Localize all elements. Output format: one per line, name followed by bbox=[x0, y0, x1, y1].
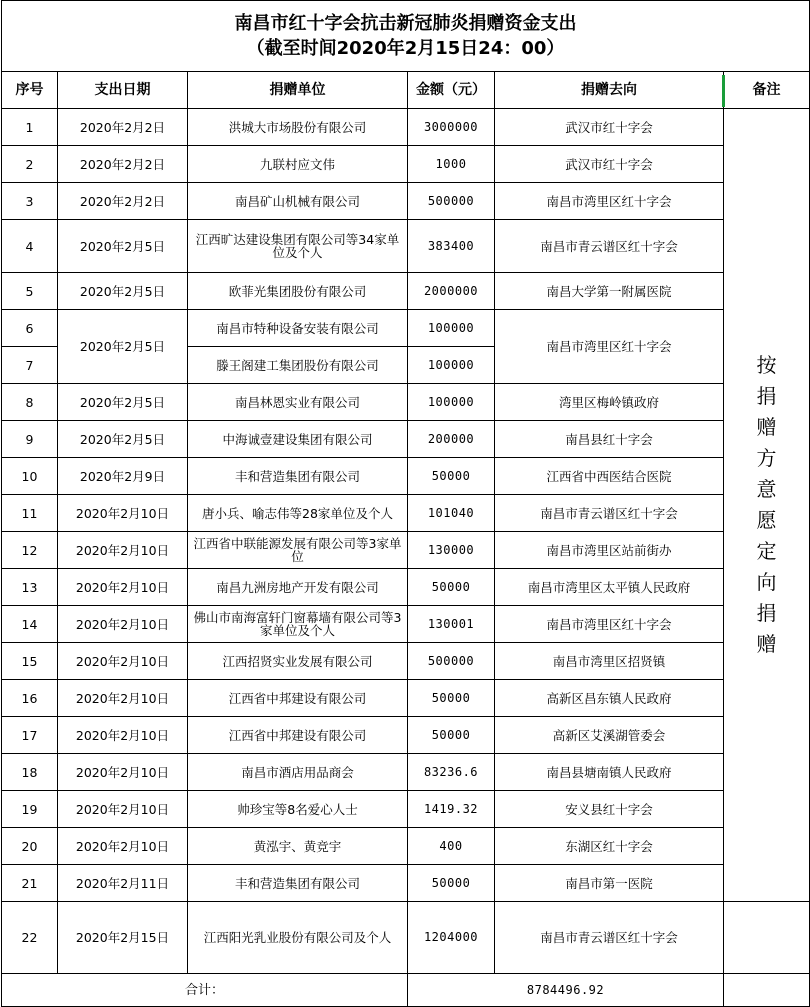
cell-donor: 南昌九洲房地产开发有限公司 bbox=[188, 569, 408, 606]
table-row bbox=[2, 828, 810, 865]
cell-seq: 16 bbox=[2, 680, 58, 717]
cell-date: 2020年2月2日 bbox=[58, 146, 188, 183]
cell-donor: 江西省中邦建设有限公司 bbox=[188, 680, 408, 717]
cell-amount: 400 bbox=[408, 828, 495, 865]
cell-date: 2020年2月10日 bbox=[58, 643, 188, 680]
cell-seq: 6 bbox=[2, 310, 58, 347]
cell-amount: 130001 bbox=[408, 606, 495, 643]
header-remark: 备注 bbox=[724, 72, 810, 109]
cell-date: 2020年2月10日 bbox=[58, 717, 188, 754]
cell-donor: 丰和营造集团有限公司 bbox=[188, 458, 408, 495]
cell-amount: 50000 bbox=[408, 458, 495, 495]
cell-seq: 5 bbox=[2, 273, 58, 310]
cell-donor: 滕王阁建工集团股份有限公司 bbox=[188, 347, 408, 384]
cell-destination: 高新区艾溪湖管委会 bbox=[495, 717, 724, 754]
cell-seq: 11 bbox=[2, 495, 58, 532]
table-row bbox=[2, 273, 810, 310]
cell-donor: 洪城大市场股份有限公司 bbox=[188, 109, 408, 146]
cell-seq: 2 bbox=[2, 146, 58, 183]
cell-seq: 20 bbox=[2, 828, 58, 865]
cell-destination: 武汉市红十字会 bbox=[495, 146, 724, 183]
cell-destination: 东湖区红十字会 bbox=[495, 828, 724, 865]
cell-donor: 江西招贤实业发展有限公司 bbox=[188, 643, 408, 680]
cell-date: 2020年2月10日 bbox=[58, 828, 188, 865]
cell-donor: 九联村应文伟 bbox=[188, 146, 408, 183]
cell-amount: 83236.6 bbox=[408, 754, 495, 791]
cell-amount: 100000 bbox=[408, 347, 495, 384]
cell-destination: 武汉市红十字会 bbox=[495, 109, 724, 146]
cell-seq: 22 bbox=[2, 902, 58, 974]
cell-amount: 1419.32 bbox=[408, 791, 495, 828]
cell-date: 2020年2月15日 bbox=[58, 902, 188, 974]
cell-date: 2020年2月11日 bbox=[58, 865, 188, 902]
cell-seq: 9 bbox=[2, 421, 58, 458]
cell-seq: 19 bbox=[2, 791, 58, 828]
cell-amount: 1204000 bbox=[408, 902, 495, 974]
table-row bbox=[2, 643, 810, 680]
cell-amount: 50000 bbox=[408, 865, 495, 902]
cell-donor: 佛山市南海富轩门窗幕墙有限公司等3家单位及个人 bbox=[188, 606, 408, 643]
title-line-2: （截至时间2020年2月15日24：00） bbox=[246, 38, 565, 59]
header-destination: 捐赠去向 bbox=[495, 72, 724, 109]
header-donor: 捐赠单位 bbox=[188, 72, 408, 109]
cell-date: 2020年2月5日 bbox=[58, 273, 188, 310]
table-row bbox=[2, 791, 810, 828]
cell-seq: 1 bbox=[2, 109, 58, 146]
remark-text: 按捐赠方意愿定向捐赠 bbox=[756, 353, 777, 656]
cell-seq: 14 bbox=[2, 606, 58, 643]
table-row bbox=[2, 384, 810, 421]
cell-amount: 3000000 bbox=[408, 109, 495, 146]
cell-destination: 南昌市湾里区红十字会 bbox=[495, 606, 724, 643]
cell-destination: 南昌县红十字会 bbox=[495, 421, 724, 458]
cell-date: 2020年2月10日 bbox=[58, 606, 188, 643]
cell-seq: 3 bbox=[2, 183, 58, 220]
table-row bbox=[2, 183, 810, 220]
header-row bbox=[2, 72, 810, 109]
cell-destination: 南昌市湾里区站前街办 bbox=[495, 532, 724, 569]
cell-destination: 高新区昌东镇人民政府 bbox=[495, 680, 724, 717]
cell-destination: 南昌市第一医院 bbox=[495, 865, 724, 902]
cell-donor: 南昌市酒店用品商会 bbox=[188, 754, 408, 791]
cell-destination: 安义县红十字会 bbox=[495, 791, 724, 828]
table-row bbox=[2, 754, 810, 791]
table-row bbox=[2, 146, 810, 183]
cell-donor: 南昌市特种设备安装有限公司 bbox=[188, 310, 408, 347]
table-row bbox=[2, 569, 810, 606]
header-amount: 金额（元） bbox=[408, 72, 495, 109]
total-amount: 8784496.92 bbox=[408, 974, 724, 1007]
cell-destination: 南昌市青云谱区红十字会 bbox=[495, 220, 724, 273]
donation-table bbox=[1, 0, 810, 1007]
cell-destination: 南昌市青云谱区红十字会 bbox=[495, 495, 724, 532]
cell-donor: 南昌林恩实业有限公司 bbox=[188, 384, 408, 421]
cell-seq: 10 bbox=[2, 458, 58, 495]
table-row bbox=[2, 902, 810, 974]
selection-marker bbox=[722, 75, 725, 107]
cell-amount: 101040 bbox=[408, 495, 495, 532]
cell-date: 2020年2月10日 bbox=[58, 791, 188, 828]
total-label: 合计： bbox=[2, 974, 408, 1007]
table-row bbox=[2, 717, 810, 754]
cell-destination: 江西省中西医结合医院 bbox=[495, 458, 724, 495]
cell-donor: 唐小兵、喻志伟等28家单位及个人 bbox=[188, 495, 408, 532]
cell-date: 2020年2月2日 bbox=[58, 183, 188, 220]
cell-date: 2020年2月9日 bbox=[58, 458, 188, 495]
cell-destination: 南昌市湾里区红十字会 bbox=[495, 310, 724, 384]
cell-amount: 100000 bbox=[408, 310, 495, 347]
cell-amount: 50000 bbox=[408, 680, 495, 717]
cell-date: 2020年2月10日 bbox=[58, 532, 188, 569]
cell-date: 2020年2月5日 bbox=[58, 384, 188, 421]
table-row bbox=[2, 865, 810, 902]
cell-seq: 12 bbox=[2, 532, 58, 569]
table-row bbox=[2, 680, 810, 717]
cell-donor: 江西阳光乳业股份有限公司及个人 bbox=[188, 902, 408, 974]
table-row bbox=[2, 220, 810, 273]
cell-destination: 南昌大学第一附属医院 bbox=[495, 273, 724, 310]
cell-date: 2020年2月5日 bbox=[58, 310, 188, 384]
cell-seq: 7 bbox=[2, 347, 58, 384]
cell-amount: 1000 bbox=[408, 146, 495, 183]
cell-donor: 南昌矿山机械有限公司 bbox=[188, 183, 408, 220]
table-title bbox=[2, 1, 810, 72]
header-seq: 序号 bbox=[2, 72, 58, 109]
table-row bbox=[2, 458, 810, 495]
cell-remark-empty bbox=[724, 902, 810, 974]
cell-seq: 21 bbox=[2, 865, 58, 902]
cell-date: 2020年2月10日 bbox=[58, 680, 188, 717]
title-line-1: 南昌市红十字会抗击新冠肺炎捐赠资金支出 bbox=[234, 13, 577, 34]
cell-date: 2020年2月10日 bbox=[58, 754, 188, 791]
cell-destination: 南昌市湾里区招贤镇 bbox=[495, 643, 724, 680]
cell-amount: 50000 bbox=[408, 569, 495, 606]
cell-date: 2020年2月10日 bbox=[58, 569, 188, 606]
cell-amount: 100000 bbox=[408, 384, 495, 421]
table-row bbox=[2, 109, 810, 146]
cell-seq: 15 bbox=[2, 643, 58, 680]
cell-seq: 18 bbox=[2, 754, 58, 791]
table-row bbox=[2, 495, 810, 532]
cell-seq: 8 bbox=[2, 384, 58, 421]
cell-destination: 南昌市湾里区红十字会 bbox=[495, 183, 724, 220]
table-row bbox=[2, 421, 810, 458]
cell-destination: 南昌市青云谱区红十字会 bbox=[495, 902, 724, 974]
table-row bbox=[2, 310, 810, 347]
cell-date: 2020年2月2日 bbox=[58, 109, 188, 146]
total-remark-empty bbox=[724, 974, 810, 1007]
cell-donor: 江西省中邦建设有限公司 bbox=[188, 717, 408, 754]
cell-seq: 17 bbox=[2, 717, 58, 754]
cell-amount: 50000 bbox=[408, 717, 495, 754]
cell-amount: 500000 bbox=[408, 183, 495, 220]
cell-donor: 黄泓宇、黄竞宇 bbox=[188, 828, 408, 865]
cell-seq: 4 bbox=[2, 220, 58, 273]
cell-donor: 江西旷达建设集团有限公司等34家单位及个人 bbox=[188, 220, 408, 273]
table-row bbox=[2, 532, 810, 569]
cell-amount: 200000 bbox=[408, 421, 495, 458]
cell-amount: 130000 bbox=[408, 532, 495, 569]
cell-donor: 帅珍宝等8名爱心人士 bbox=[188, 791, 408, 828]
cell-amount: 383400 bbox=[408, 220, 495, 273]
remark-cell bbox=[724, 109, 810, 902]
header-date: 支出日期 bbox=[58, 72, 188, 109]
cell-date: 2020年2月10日 bbox=[58, 495, 188, 532]
total-row bbox=[2, 974, 810, 1007]
cell-amount: 500000 bbox=[408, 643, 495, 680]
table-row bbox=[2, 606, 810, 643]
cell-seq: 13 bbox=[2, 569, 58, 606]
cell-date: 2020年2月5日 bbox=[58, 220, 188, 273]
cell-donor: 中海诚壹建设集团有限公司 bbox=[188, 421, 408, 458]
cell-destination: 南昌市湾里区太平镇人民政府 bbox=[495, 569, 724, 606]
cell-destination: 湾里区梅岭镇政府 bbox=[495, 384, 724, 421]
cell-donor: 江西省中联能源发展有限公司等3家单位 bbox=[188, 532, 408, 569]
cell-donor: 丰和营造集团有限公司 bbox=[188, 865, 408, 902]
cell-donor: 欧菲光集团股份有限公司 bbox=[188, 273, 408, 310]
cell-amount: 2000000 bbox=[408, 273, 495, 310]
cell-destination: 南昌县塘南镇人民政府 bbox=[495, 754, 724, 791]
cell-date: 2020年2月5日 bbox=[58, 421, 188, 458]
